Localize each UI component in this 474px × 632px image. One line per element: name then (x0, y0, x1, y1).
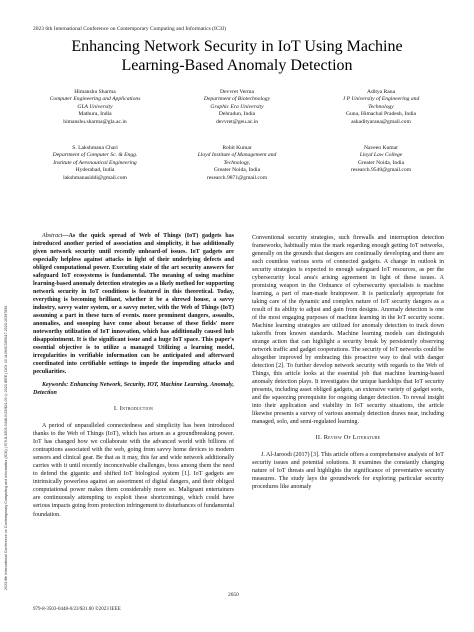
conference-header: 2023 6th International Conference on Contemporary Computing and Informatics (IC3I) (33, 26, 226, 32)
author-city: Dehradun, India (218, 111, 256, 118)
author-city: Mathura, India (78, 111, 112, 118)
author-affiliation: Department of Computer Sc. & Engg. (52, 152, 138, 159)
abstract-label: Abstract (42, 233, 63, 239)
title-line-2: Learning-Based Anomaly Detection (121, 57, 353, 74)
title-line-1: Enhancing Network Security in IoT Using Machine (71, 38, 403, 55)
author-affiliation: GLA University (77, 103, 113, 110)
author-email: research.9540@gmail.com (350, 167, 412, 174)
author-name: Aditya Rana (366, 89, 396, 95)
review-paragraph: J. Al-Jaroodi (2017) [3]. This article offers a comprehensive analysis of IoT security issues and potential solutions. It examines the constantly changing nature of IoT threats and highlights the significance of preventative security measures. The study lays the groundwork for exploring particular security procedures like anomaly (252, 452, 444, 491)
author-email: lakshmanasiddi@gmail.com (63, 174, 127, 181)
author-email: research.9871@gmail.com (206, 174, 268, 181)
author-name: Himanshu Sharma (74, 89, 116, 95)
author-affiliation: Technology (368, 103, 394, 110)
author-block-2 (178, 89, 296, 126)
author-affiliation: Technology, (223, 159, 251, 166)
right-column (252, 234, 444, 491)
author-block-4 (33, 145, 157, 182)
side-margin-citation: 2023 6th International Conference on Contemporary Computing and Informatics (IC3I) | 979-8-3503-0448-0/23/$31.00 ©2023 IEEE | DOI: 10.1109/IC3I59117.2023.10397836 (4, 305, 8, 590)
author-affiliation: Lloyd Law College (359, 152, 403, 159)
author-affiliation: Department of Biotechnology (203, 96, 271, 103)
author-name: Devvret Verma (220, 89, 254, 95)
author-block-5 (178, 145, 296, 182)
author-city: Greater Noida, India (357, 159, 405, 166)
abstract-text: —As the quick spread of Web of Things (IoT) gadgets has introduced another period of association and simplicity, it has additionally given network security until recently unheard-of issues. IoT gadgets are especially helpless against attacks in light of their underlying defects and obliged computational power. Executing state of the art security answers for safeguard IoT ecosystems is fundamental. The meaning of using machine learning-based anomaly detection strategies as a likely method for supporting network security in IoT conditions is featured in this theoretical. Today, everything is becoming brilliant, whether it be a shrewd house, a savvy industry, savvy water system, or a savvy meter, with the Web of Things (IoT) assuming a part in these turn of events. more prominent dangers, assaults, anomalies, and snooping have come about because of these fields' more noteworthy utilization of IoT innovation, which has additionally caused hub disappointment. It is the significant issue and a huge IoT space. This paper's essential objective is to utilize a managed Utilizing a learning model, irregularities in verifiable information can be anticipated and afterward coordinated into certifiable settings to impede the impending attacks and peculiarities. (33, 233, 234, 376)
page-number: 2650 (228, 592, 239, 598)
author-name: Naveen Kumar (363, 145, 398, 151)
author-block-1 (33, 89, 157, 126)
keywords-paragraph (33, 381, 234, 397)
section-heading-introduction: I. Introduction (113, 405, 154, 413)
author-affiliation: Institute of Aeronautical Engineering (53, 159, 137, 166)
author-block-6 (318, 145, 444, 175)
section-heading-review: II. Review Of Literature (315, 434, 381, 442)
author-block-3 (318, 89, 444, 126)
author-affiliation: J P University of Engineering and (342, 96, 420, 103)
author-affiliation: Computer Engineering and Applications (49, 96, 141, 103)
paper-title (30, 37, 444, 75)
author-affiliation: Graphic Era University (210, 103, 264, 110)
author-email: devvret@geu.ac.in (215, 118, 259, 125)
keywords-text: : Enhancing Network, Security, IOT, Machine Learning, Anomaly, Detection (33, 382, 234, 397)
keywords-label: Keywords (42, 382, 67, 389)
author-name: S. Lakshmana Chari (72, 145, 118, 151)
author-affiliation: Lloyd Institute of Management and (197, 152, 277, 159)
author-city: Greater Noida, India (213, 167, 261, 174)
intro-paragraph: A period of unparalleled connectedness and simplicity has been introduced thanks to the Web of Things (IoT), which has arisen as a groundbreaking power. IoT has changed how we collaborate with the advanced world with billions of contraptions associated with the web, going from savvy home devices to modern sensors and clinical gear. Be that as it may, this far and wide network additionally carries with it until recently inconceivable challenges, boss among them the need to defend the gigantic and shifted IoT biological system [1]. IoT gadgets are intrinsically powerless against an assortment of digital dangers, and their obliged computational power makes them considerably more so. Malignant entertainers are continuously attempting to exploit these shortcomings, which could have serious impacts going from protection infringement to disturbances of fundamental foundation. (33, 423, 235, 518)
footer-copyright: 979-8-3503-0448-0/23/$31.00 ©2023 IEEE (33, 607, 121, 612)
author-name: Rohit Kumar (222, 145, 252, 151)
author-city: Guna, Himachal Pradesh, India (345, 111, 417, 118)
author-email: askadityarana@gmail.com (351, 118, 411, 125)
author-city: Hyderabad, India (75, 167, 115, 174)
left-column (33, 232, 234, 519)
abstract-paragraph (33, 232, 234, 376)
body-paragraph: Conventional security strategies, such firewalls and interruption detection frameworks, habitually miss the mark regarding enough getting IoT networks, generally on the grounds that dangers are continually developing and there are such countless various sorts of connected gadgets. A change in outlook in security strategies is expected to enough safeguard IoT resources, as per the cybersecurity local area's arising agreement in light of these issues. A promising weapon in the Ordnance of cybersecurity specialists is machine learning, a part of man-made brainpower. It is particularly appropriate for taking care of the dynamic and complex nature of IoT security dangers as a result of its ability to adjust and gain from designs. Anomaly detection is one of the most engaging purposes of machine learning in the IoT security scene. Machine learning strategies are utilized for anomaly detection to track down takeoffs from known standards. Machine learning models can distinguish strange action that can highlight a security break by persistently observing network traffic and gadget cooperations. The security of IoT networks could be altogether improved by embracing this proactive way to deal with danger detection [2]. To further develop network security with regards to the Web of Things, this article looks at the essential job that machine learning-based anomaly detection plays. It investigates the unique hardships that IoT security presents, including asset obliged gadgets, an extensive variety of gadget sorts, and the squeezing prerequisite for ongoing danger detection. To reveal insight into their application and viability in IoT security situations, the article likewise presents a survey of various anomaly detection draws near, including managed, solo, and semi-regulated learning. (252, 235, 444, 426)
author-email: himanshu.sharma@gla.ac.in (63, 118, 127, 125)
